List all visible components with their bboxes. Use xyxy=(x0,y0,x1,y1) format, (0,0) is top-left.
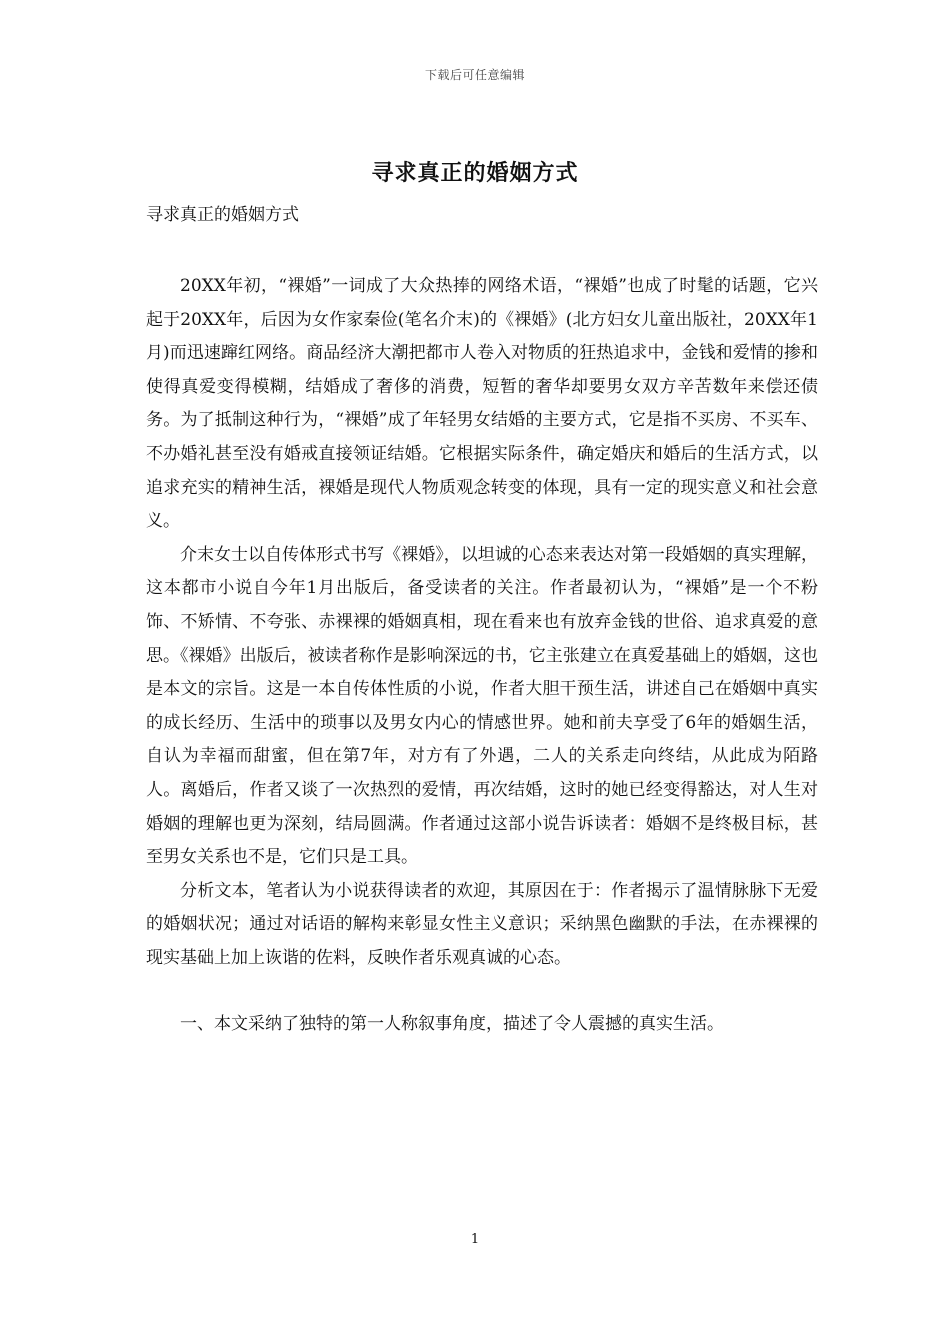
document-title: 寻求真正的婚姻方式 xyxy=(371,160,579,186)
paragraph-2: 介末女士以自传体形式书写《裸婚》，以坦诚的心态来表达对第一段婚姻的真实理解，这本都市小说自今年1月出版后，备受读者的关注。作者最初认为，“裸婚”是一个不粉饰、不矫情、不夸张、赤裸裸的婚姻真相，现在看来也有放弃金钱的世俗、追求真爱的意思。《裸婚》出版后，被读者称作是影响深远的书，它主张建立在真爱基础上的婚姻，这也是本文的宗旨。这是一本自传体性质的小说，作者大胆干预生活，讲述自己在婚姻中真实的成长经历、生活中的琐事以及男女内心的情感世界。她和前夫享受了6年的婚姻生活，自认为幸福而甜蜜，但在第7年，对方有了外遇，二人的关系走向终结，从此成为陌路人。离婚后，作者又谈了一次热烈的爱情，再次结婚，这时的她已经变得豁达，对人生对婚姻的理解也更为深刻，结局圆满。作者通过这部小说告诉读者：婚姻不是终极目标，甚至男女关系也不是，它们只是工具。 xyxy=(146,544,818,868)
page-number: 1 xyxy=(470,1232,480,1247)
document-subtitle: 寻求真正的婚姻方式 xyxy=(146,205,299,225)
paragraph-3: 分析文本，笔者认为小说获得读者的欢迎，其原因在于：作者揭示了温情脉脉下无爱的婚姻状况；通过对话语的解构来彰显女性主义意识；采纳黑色幽默的手法，在赤裸裸的现实基础上加上诙谐的佐料，反映作者乐观真诚的心态。 xyxy=(146,880,818,968)
section-heading: 一、本文采纳了独特的第一人称叙事角度，描述了令人震撼的真实生活。 xyxy=(180,1014,724,1035)
document-body xyxy=(146,270,818,1042)
page-header: 下载后可任意编辑 xyxy=(424,68,525,82)
paragraph-1: 20XX年初，“裸婚”一词成了大众热捧的网络术语，“裸婚”也成了时髦的话题，它兴起于20XX年，后因为女作家秦俭(笔名介末)的《裸婚》(北方妇女儿童出版社，20XX年1月)而迅速蹿红网络。商品经济大潮把都市人卷入对物质的狂热追求中，金钱和爱情的掺和使得真爱变得模糊，结婚成了奢侈的消费，短暂的奢华却要男女双方辛苦数年来偿还债务。为了抵制这种行为，“裸婚”成了年轻男女结婚的主要方式，它是指不买房、不买车、不办婚礼甚至没有婚戒直接领证结婚。它根据实际条件，确定婚庆和婚后的生活方式，以追求充实的精神生活，裸婚是现代人物质观念转变的体现，具有一定的现实意义和社会意义。 xyxy=(146,276,818,532)
